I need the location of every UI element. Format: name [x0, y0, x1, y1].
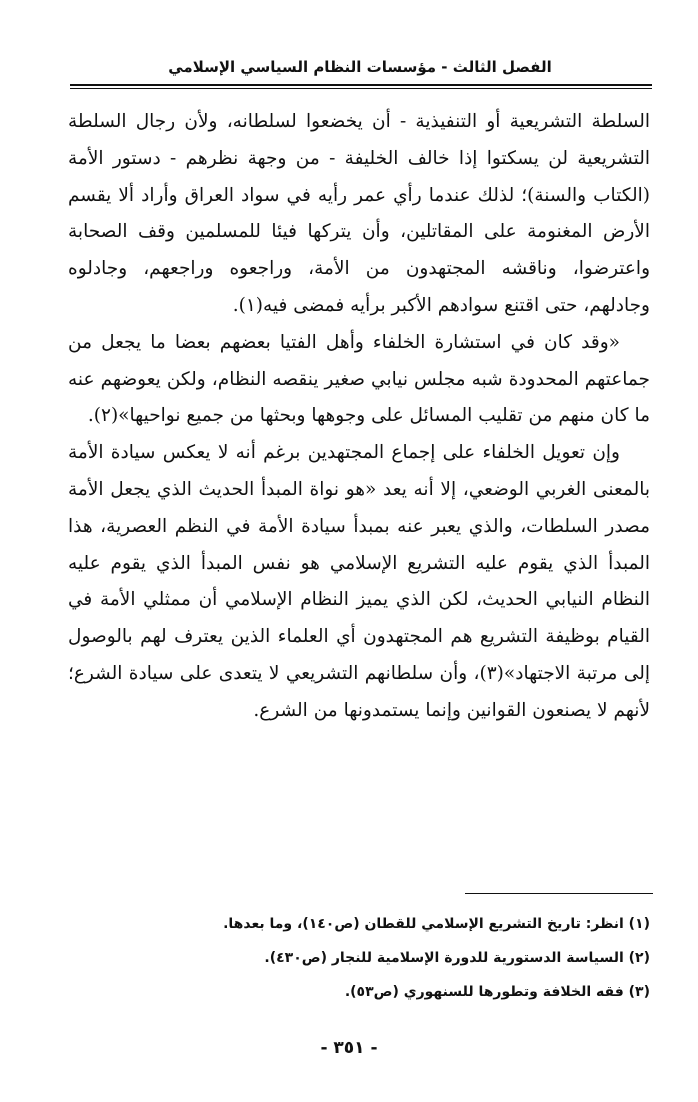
footnote: (٢) السياسة الدستورية للدورة الإسلامية للنجار (ص٤٣٠).	[264, 950, 650, 966]
body-text	[68, 104, 650, 730]
paragraph: السلطة التشريعية أو التنفيذية - أن يخضعوا لسلطانه، ولأن رجال السلطة التشريعية لن يسكتوا إذا خالف الخليفة - من وجهة نظرهم - دستور الأمة (الكتاب والسنة)؛ لذلك عندما رأي عمر رأيه في سواد العراق وأراد ألا يقسم الأرض المغنومة على المقاتلين، وأن يتركها فيئا للمسلمين وقف الصحابة واعترضوا، وناقشه المجتهدون من الأمة، وراجعوه وراجعهم، وجادلوه وجادلهم، حتى اقتنع سوادهم الأكبر برأيه فمضى فيه(١).	[68, 111, 650, 316]
footnotes	[200, 907, 650, 1009]
footnote-separator	[465, 893, 653, 894]
paragraph: «وقد كان في استشارة الخلفاء وأهل الفتيا بعضهم بعضا ما يجعل من جماعتهم المحدودة شبه مجلس نيابي صغير ينقصه النظام، ولكن يعوضهم عنه ما كان منهم من تقليب المسائل على وجوهها وبحثها من جميع نواحيها»(٢).	[68, 331, 650, 427]
footnote: (٣) فقه الخلافة وتطورها للسنهوري (ص٥٣).	[344, 984, 650, 1000]
header-rule	[70, 84, 652, 89]
paragraph: وإن تعويل الخلفاء على إجماع المجتهدين برغم أنه لا يعكس سيادة الأمة بالمعنى الغربي الوضعي، إلا أنه يعد «هو نواة المبدأ الحديث الذي يجعل الأمة مصدر السلطات، والذي يعبر عنه بمبدأ سيادة الأمة في النظم العصرية، هذا المبدأ الذي يقوم عليه التشريع الإسلامي هو نفس المبدأ الذي يقوم عليه النظام النيابي الحديث، لكن الذي يميز النظام الإسلامي أن ممثلي الأمة في القيام بوظيفة التشريع هم المجتهدون أي العلماء الذين يعترف لهم بالوصول إلى مرتبة الاجتهاد»(٣)، وأن سلطانهم التشريعي لا يتعدى على سيادة الشرع؛ لأنهم لا يصنعون القوانين وإنما يستمدونها من الشرع.	[68, 442, 650, 721]
running-header: الفصل الثالث - مؤسسات النظام السياسي الإسلامي	[168, 58, 552, 76]
page-number: - ٣٥١ -	[320, 1038, 378, 1058]
footnote: (١) انظر: تاريخ التشريع الإسلامي للقطان (ص١٤٠)، وما بعدها.	[223, 916, 650, 932]
